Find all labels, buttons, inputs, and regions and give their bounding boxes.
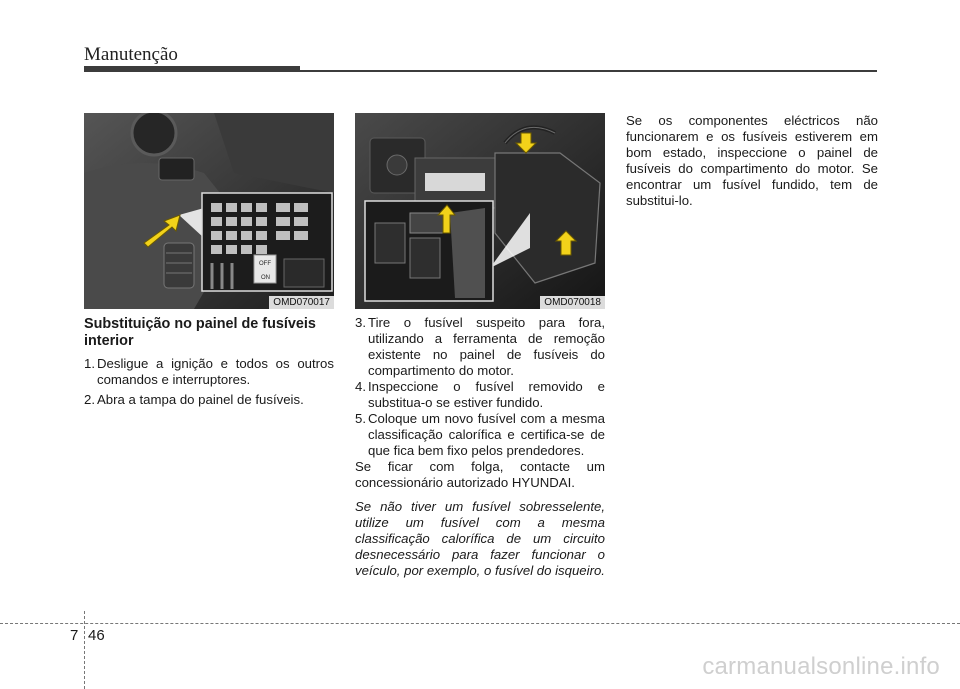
list-item (84, 356, 334, 388)
body-paragraph: Se os componentes eléctricos não funcionarem e os fusíveis estiverem em bom estado, inspeccione o painel de fusíveis do compartimento do motor. Se encontrar um fusível fundido, tem de substitui-lo. (626, 113, 878, 208)
figure-code: OMD070018 (540, 296, 605, 309)
footer-rule (0, 623, 960, 624)
step-text: Desligue a ignição e todos os outros comandos e interruptores. (97, 356, 334, 387)
body-paragraph: Se ficar com folga, contacte um concessionário autorizado HYUNDAI. (355, 459, 605, 490)
list-item (355, 315, 605, 379)
engine-fuse-photo (355, 113, 605, 309)
list-item (355, 379, 605, 411)
steps-list (355, 315, 605, 459)
footer-divider (84, 611, 85, 689)
column-3 (626, 113, 878, 209)
step-number: 3. (355, 315, 366, 330)
step-number: 4. (355, 379, 366, 394)
step-text: Coloque um novo fusível com a mesma classificação calorífica e certifica-se de que fica bem fixo pelos prendedores. (368, 411, 605, 458)
step-number: 1. (84, 356, 95, 371)
figure-engine-fuse-box (355, 113, 605, 309)
header-rule-thick (84, 66, 300, 72)
italic-note: Se não tiver um fusível sobresselente, utilize um fusível com a mesma classificação calorífica de um circuito desnecessário para fazer funcionar o veículo, por exemplo, o fusível do isqueiro. (355, 499, 605, 578)
header-rule-thin (300, 70, 877, 72)
step-text: Tire o fusível suspeito para fora, utilizando a ferramenta de remoção existente no painel de fusíveis do compartimento do motor. (368, 315, 605, 378)
chapter-number: 7 (70, 627, 79, 644)
steps-list (84, 356, 334, 408)
figure-code: OMD070017 (269, 296, 334, 309)
step-text: Inspeccione o fusível removido e substitua-o se estiver fundido. (368, 379, 605, 410)
section-heading: Substituição no painel de fusíveis interior (84, 316, 316, 349)
page-header-title: Manutenção (84, 44, 178, 65)
switch-on-label: ON (261, 275, 270, 281)
figure-interior-fuse-panel (84, 113, 334, 309)
step-number: 5. (355, 411, 366, 426)
switch-off-label: OFF (259, 261, 271, 267)
step-number: 2. (84, 392, 95, 407)
column-2 (355, 315, 605, 579)
interior-fuse-photo (84, 113, 334, 309)
list-item (84, 392, 334, 408)
column-1 (84, 316, 334, 412)
list-item (355, 411, 605, 459)
watermark: carmanualsonline.info (702, 653, 940, 680)
step-text: Abra a tampa do painel de fusíveis. (97, 392, 304, 407)
page-number: 46 (88, 627, 105, 644)
